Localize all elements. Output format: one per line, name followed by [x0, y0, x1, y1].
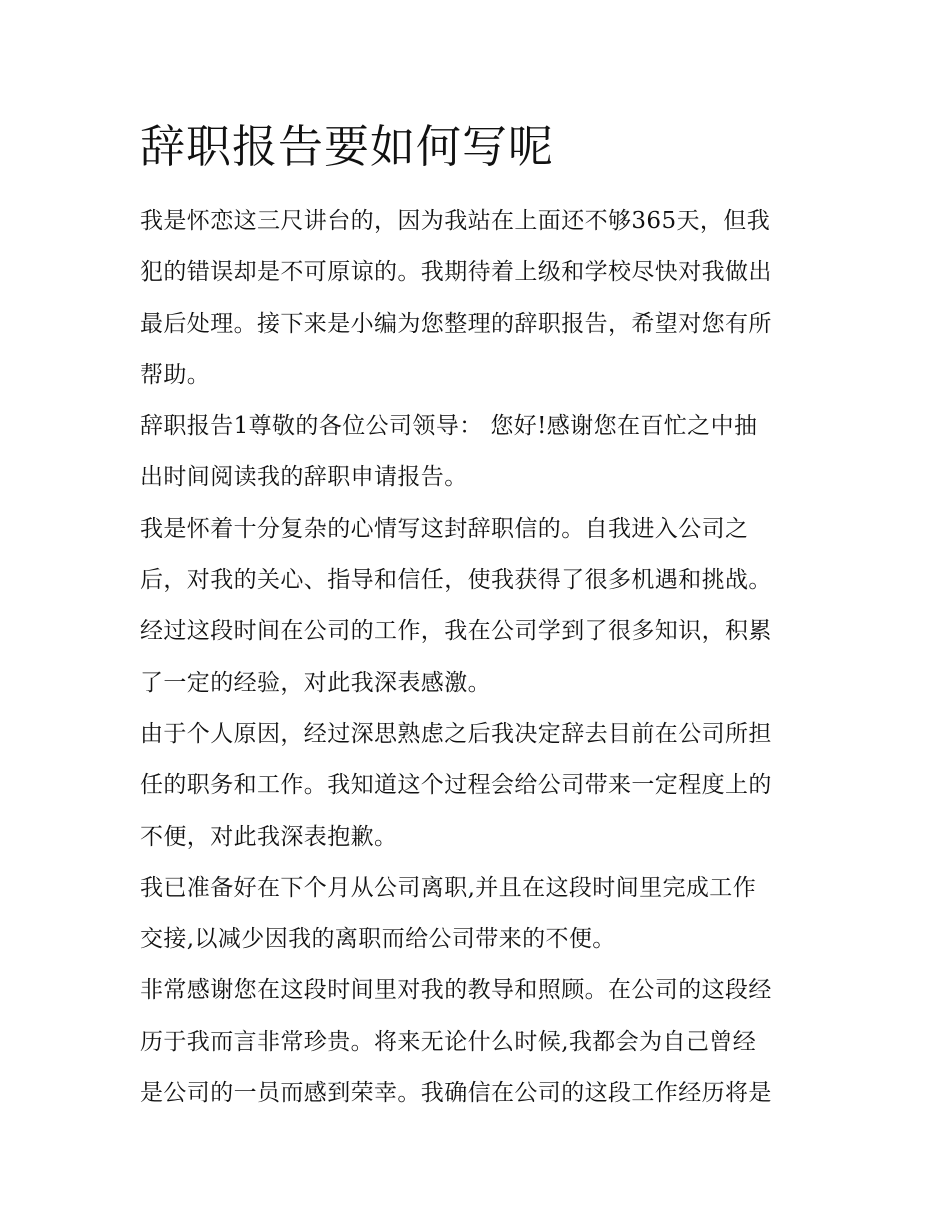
text-line: 了一定的经验，对此我深表感激。 [140, 669, 491, 696]
text-line: 犯的错误却是不可原谅的。我期待着上级和学校尽快对我做出 [140, 259, 772, 286]
text-line: 我是怀着十分复杂的心情写这封辞职信的。自我进入公司之 [140, 515, 749, 542]
text-line: 我已准备好在下个月从公司离职,并且在这段时间里完成工作 [140, 874, 757, 901]
text-line: 任的职务和工作。我知道这个过程会给公司带来一定程度上的 [140, 772, 772, 799]
text-line: 我是怀恋这三尺讲台的，因为我站在上面还不够365天，但我 [140, 208, 771, 234]
text-line: 经过这段时间在公司的工作，我在公司学到了很多知识，积累 [140, 618, 772, 645]
document-title: 辞职报告要如何写呢 [140, 120, 555, 173]
text-line: 帮助。 [140, 361, 211, 388]
text-line: 不便，对此我深表抱歉。 [140, 823, 398, 850]
text-line: 是公司的一员而感到荣幸。我确信在公司的这段工作经历将是 [140, 1080, 772, 1107]
document-body [140, 196, 820, 1119]
text-line: 后，对我的关心、指导和信任，使我获得了很多机遇和挑战。 [140, 567, 772, 594]
text-line: 历于我而言非常珍贵。将来无论什么时候,我都会为自己曾经 [140, 1028, 757, 1055]
text-line: 交接,以减少因我的离职而给公司带来的不便。 [140, 926, 616, 953]
text-line: 最后处理。接下来是小编为您整理的辞职报告，希望对您有所 [140, 310, 772, 337]
text-line: 辞职报告1尊敬的各位公司领导： 您好!感谢您在百忙之中抽 [140, 413, 758, 440]
text-line: 非常感谢您在这段时间里对我的教导和照顾。在公司的这段经 [140, 977, 772, 1004]
text-line: 由于个人原因，经过深思熟虑之后我决定辞去目前在公司所担 [140, 720, 772, 747]
text-line: 出时间阅读我的辞职申请报告。 [140, 464, 468, 491]
